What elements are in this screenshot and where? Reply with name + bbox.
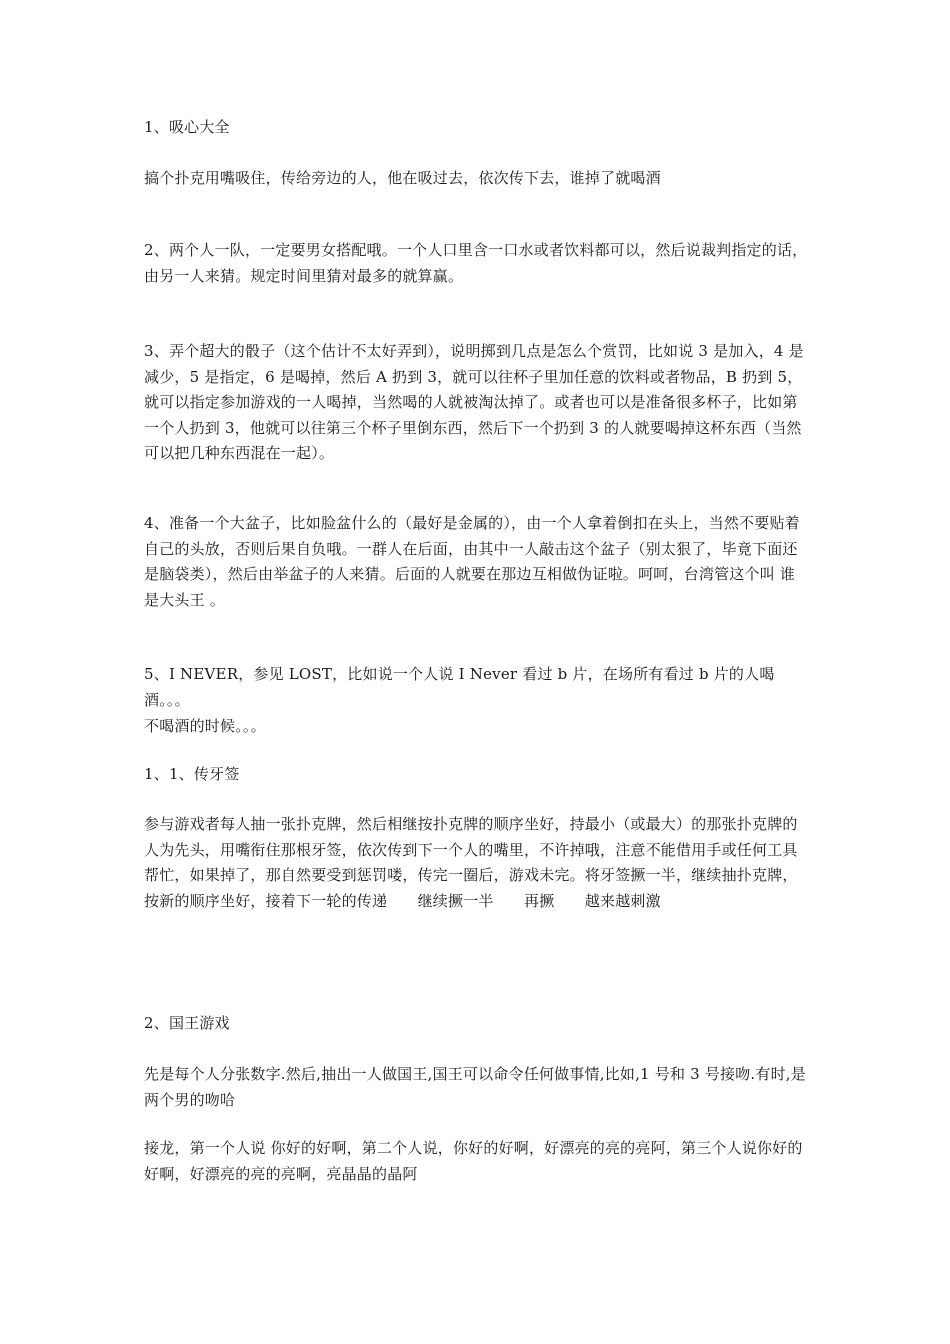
heading-1: 1、吸心大全 bbox=[144, 118, 230, 136]
paragraph-chain: 接龙，第一个人说 你好的好啊，第二个人说，你好的好啊，好漂亮的亮的亮阿，第三个人说你好的好啊，好漂亮的亮的亮啊，亮晶晶的晶阿 bbox=[144, 1139, 803, 1183]
section-heading-no-drinking: 不喝酒的时候。。。 bbox=[144, 717, 266, 735]
heading-king-game: 2、国王游戏 bbox=[144, 1014, 230, 1032]
paragraph-3: 3、弄个超大的骰子（这个估计不太好弄到），说明掷到几点是怎么个赏罚，比如说 3 是加入，4 是减少，5 是指定，6 是喝掉，然后 A 扔到 3，就可以往杯子里加任意的饮料或者物品，B 扔到 5，就可以指定参加游戏的一人喝掉，当然喝的人就被淘汰掉了。或者也可以是准备很多杯子，比如第一个人扔到 3，他就可以往第三个杯子里倒东西，然后下一个扔到 3 的人就要喝掉这杯东西（当然可以把几种东西混在一起）。 bbox=[144, 342, 804, 462]
paragraph-king-game: 先是每个人分张数字.然后,抽出一人做国王,国王可以命令任何做事情,比如,1 号和 3 号接吻.有时,是两个男的吻哈 bbox=[144, 1065, 806, 1109]
paragraph-5: 5、I NEVER，参见 LOST，比如说一个人说 I Never 看过 b 片，在场所有看过 b 片的人喝酒。。。 bbox=[144, 665, 775, 709]
heading-toothpick: 1、1、传牙签 bbox=[144, 765, 240, 783]
paragraph-2: 2、两个人一队，一定要男女搭配哦。一个人口里含一口水或者饮料都可以，然后说裁判指定的话，由另一人来猜。规定时间里猜对最多的就算赢。 bbox=[144, 241, 808, 285]
paragraph-1: 搞个扑克用嘴吸住，传给旁边的人，他在吸过去，依次传下去，谁掉了就喝酒 bbox=[144, 169, 661, 187]
paragraph-toothpick: 参与游戏者每人抽一张扑克牌，然后相继按扑克牌的顺序坐好，持最小（或最大）的那张扑克牌的人为先头，用嘴衔住那根牙签，依次传到下一个人的嘴里，不许掉哦，注意不能借用手或任何工具帮忙，如果掉了，那自然要受到惩罚喽，传完一圈后，游戏未完。将牙签撅一半，继续抽扑克牌，按新的顺序坐好，接着下一轮的传递 继续撅一半 再撅 越来越刺激 bbox=[144, 815, 798, 910]
paragraph-4: 4、准备一个大盆子，比如脸盆什么的（最好是金属的），由一个人拿着倒扣在头上，当然不要贴着自己的头放，否则后果自负哦。一群人在后面，由其中一人敲击这个盆子（别太狠了，毕竟下面还是脑袋类），然后由举盆子的人来猜。后面的人就要在那边互相做伪证啦。呵呵，台湾管这个叫 谁是大头王 。 bbox=[144, 514, 800, 609]
